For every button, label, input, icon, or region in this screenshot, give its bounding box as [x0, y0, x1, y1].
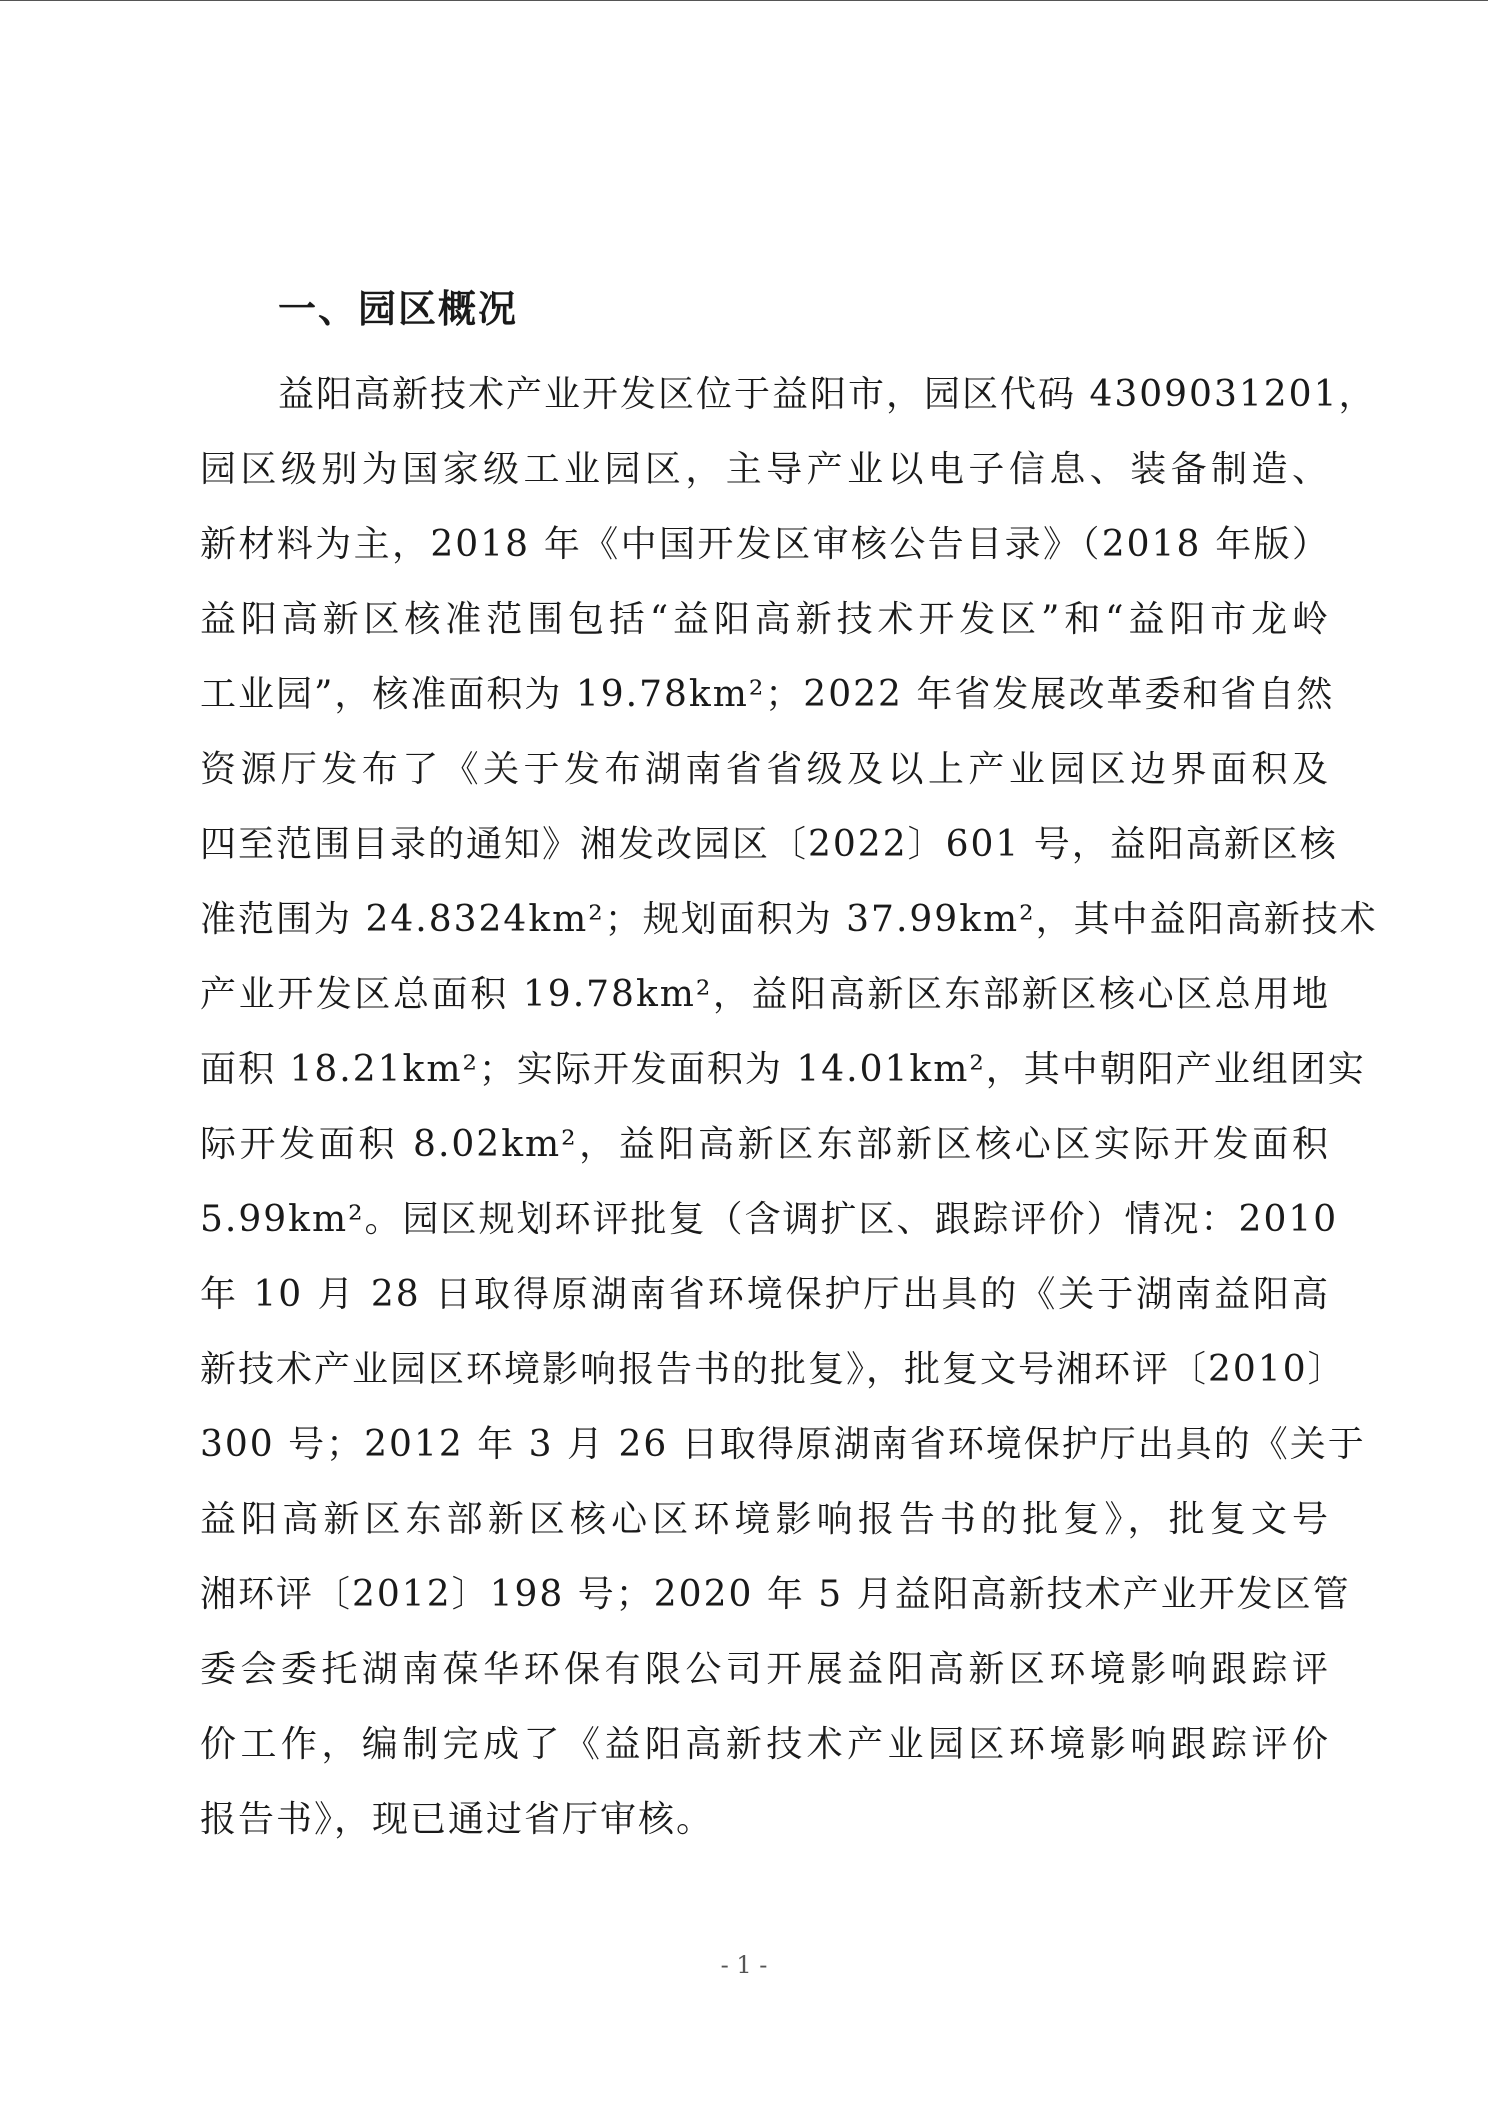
section-heading: 一、园区概况 — [278, 287, 519, 331]
paragraph-line: 报告书》，现已通过省厅审核。 — [200, 1799, 715, 1840]
paragraph-line: 园区级别为国家级工业园区，主导产业以电子信息、装备制造、 — [200, 449, 1330, 490]
paragraph-line: 新材料为主，2018 年《中国开发区审核公告目录》（2018 年版） — [200, 524, 1330, 565]
paragraph-line: 工业园”，核准面积为 19.78km²；2022 年省发展改革委和省自然 — [200, 674, 1335, 715]
paragraph-line: 益阳高新区核准范围包括“益阳高新技术开发区”和“益阳市龙岭 — [200, 599, 1330, 640]
paragraph-line: 资源厅发布了《关于发布湖南省省级及以上产业园区边界面积及 — [200, 749, 1330, 790]
paragraph-line: 面积 18.21km²；实际开发面积为 14.01km²，其中朝阳产业组团实 — [200, 1049, 1366, 1090]
paragraph-line: 四至范围目录的通知》湘发改园区〔2022〕601 号，益阳高新区核 — [200, 824, 1338, 865]
paragraph-line: 益阳高新区东部新区核心区环境影响报告书的批复》，批复文号 — [200, 1499, 1330, 1540]
paragraph-line: 年 10 月 28 日取得原湖南省环境保护厅出具的《关于湖南益阳高 — [200, 1274, 1330, 1315]
paragraph-line: 益阳高新技术产业开发区位于益阳市，园区代码 4309031201， — [278, 374, 1377, 415]
paragraph-line: 际开发面积 8.02km²，益阳高新区东部新区核心区实际开发面积 — [200, 1124, 1330, 1165]
paragraph-line: 湘环评〔2012〕198 号；2020 年 5 月益阳高新技术产业开发区管 — [200, 1574, 1351, 1615]
paragraph-line: 新技术产业园区环境影响报告书的批复》，批复文号湘环评〔2010〕 — [200, 1349, 1346, 1390]
body-paragraph — [200, 357, 1378, 1857]
paragraph-line: 5.99km²。园区规划环评批复（含调扩区、跟踪评价）情况：2010 — [200, 1199, 1339, 1240]
paragraph-line: 委会委托湖南葆华环保有限公司开展益阳高新区环境影响跟踪评 — [200, 1649, 1330, 1690]
paragraph-line: 准范围为 24.8324km²；规划面积为 37.99km²，其中益阳高新技术 — [200, 899, 1378, 940]
paragraph-line: 价工作，编制完成了《益阳高新技术产业园区环境影响跟踪评价 — [200, 1724, 1330, 1765]
page-number: - 1 - — [720, 1951, 768, 1979]
paragraph-line: 300 号；2012 年 3 月 26 日取得原湖南省环境保护厅出具的《关于 — [200, 1424, 1366, 1465]
paragraph-line: 产业开发区总面积 19.78km²，益阳高新区东部新区核心区总用地 — [200, 974, 1330, 1015]
